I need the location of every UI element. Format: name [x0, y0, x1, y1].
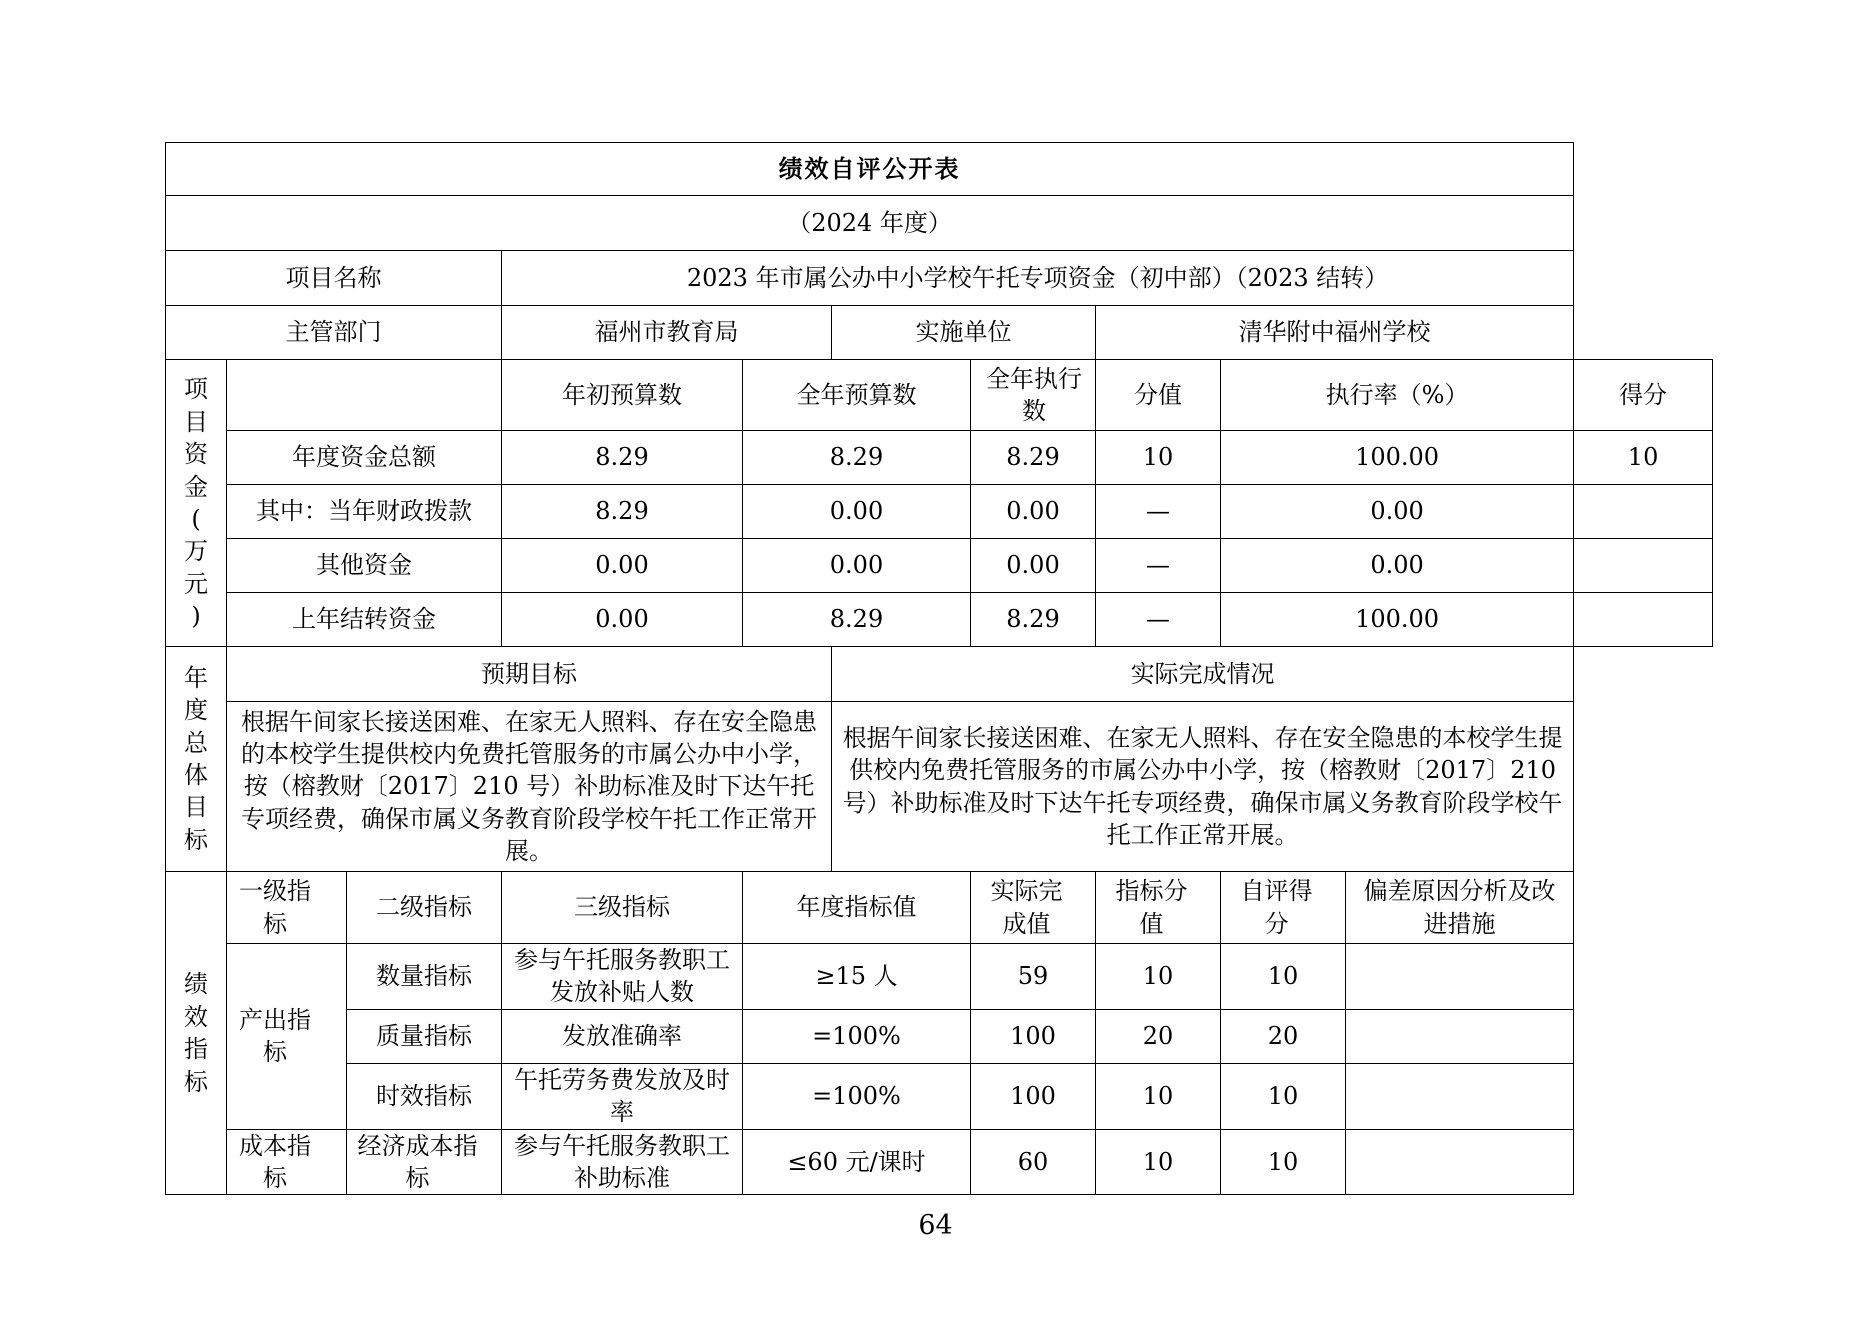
- goals-actual-label: 实际完成情况: [832, 647, 1574, 702]
- indicator-row: [166, 944, 1713, 1010]
- ind-score: 10: [1221, 944, 1346, 1010]
- ind-header-level1: 一级指标: [227, 872, 347, 944]
- funds-section-label: 项目资金(万元): [166, 360, 227, 647]
- funds-row: [166, 593, 1713, 647]
- funds-cell: 0.00: [743, 539, 971, 593]
- ind-header-level2: 二级指标: [347, 872, 502, 944]
- ind-target: =100%: [743, 1009, 971, 1063]
- ind-actual: 60: [971, 1129, 1096, 1195]
- funds-cell: —: [1096, 593, 1221, 647]
- page-title: 绩效自评公开表: [166, 143, 1574, 196]
- funds-cell: 8.29: [743, 593, 971, 647]
- funds-row-label: 其他资金: [227, 539, 502, 593]
- project-name-value: 2023 年市属公办中小学校午托专项资金（初中部）（2023 结转）: [502, 251, 1574, 306]
- funds-row-label: 上年结转资金: [227, 593, 502, 647]
- funds-cell: 0.00: [971, 539, 1096, 593]
- funds-header-weight: 分值: [1096, 360, 1221, 431]
- ind-weight: 20: [1096, 1009, 1221, 1063]
- ind-header-target: 年度指标值: [743, 872, 971, 944]
- ind-note: [1346, 1129, 1574, 1195]
- goals-section-label: 年度总体目标: [166, 647, 227, 872]
- funds-header-executed: 全年执行数: [971, 360, 1096, 431]
- funds-cell: 10: [1574, 431, 1713, 485]
- funds-header-initial-budget: 年初预算数: [502, 360, 743, 431]
- funds-cell: 8.29: [502, 485, 743, 539]
- funds-row: [166, 431, 1713, 485]
- project-name-label: 项目名称: [166, 251, 502, 306]
- funds-cell: 8.29: [971, 593, 1096, 647]
- ind-weight: 10: [1096, 1129, 1221, 1195]
- ind-level1-cost: 成本指标: [227, 1129, 347, 1195]
- funds-header-full-budget: 全年预算数: [743, 360, 971, 431]
- indicator-row: [166, 1009, 1713, 1063]
- ind-note: [1346, 1063, 1574, 1129]
- funds-row: [166, 539, 1713, 593]
- ind-weight: 10: [1096, 1063, 1221, 1129]
- ind-score: 20: [1221, 1009, 1346, 1063]
- ind-score: 10: [1221, 1063, 1346, 1129]
- funds-row-label: 年度资金总额: [227, 431, 502, 485]
- ind-level1-output: 产出指标: [227, 944, 347, 1130]
- funds-cell: 8.29: [743, 431, 971, 485]
- ind-note: [1346, 944, 1574, 1010]
- page-number: 64: [918, 1210, 953, 1241]
- funds-header-score: 得分: [1574, 360, 1713, 431]
- funds-cell: 8.29: [502, 431, 743, 485]
- ind-header-score: 自评得分: [1221, 872, 1346, 944]
- dept-label: 主管部门: [166, 306, 502, 360]
- funds-cell: 0.00: [743, 485, 971, 539]
- ind-level3: 参与午托服务教职工发放补贴人数: [502, 944, 743, 1010]
- goals-expected-text: 根据午间家长接送困难、在家无人照料、存在安全隐患的本校学生提供校内免费托管服务的市属公办中小学，按（榕教财〔2017〕210 号）补助标准及时下达午托专项经费，确保市属义务教育阶段学校午托工作正常开展。: [227, 702, 832, 872]
- performance-table: [165, 142, 1713, 1192]
- ind-level3: 发放准确率: [502, 1009, 743, 1063]
- funds-row-label: 其中：当年财政拨款: [227, 485, 502, 539]
- ind-target: ≤60 元/课时: [743, 1129, 971, 1195]
- ind-level2: 质量指标: [347, 1009, 502, 1063]
- funds-cell: —: [1096, 539, 1221, 593]
- ind-note: [1346, 1009, 1574, 1063]
- funds-cell: 0.00: [1221, 485, 1574, 539]
- funds-cell: 8.29: [971, 431, 1096, 485]
- indicators-section-label: 绩效指标: [166, 872, 227, 1195]
- ind-header-weight: 指标分值: [1096, 872, 1221, 944]
- funds-cell: 0.00: [502, 539, 743, 593]
- funds-row: [166, 485, 1713, 539]
- ind-score: 10: [1221, 1129, 1346, 1195]
- goals-actual-text: 根据午间家长接送困难、在家无人照料、存在安全隐患的本校学生提供校内免费托管服务的市属公办中小学，按（榕教财〔2017〕210 号）补助标准及时下达午托专项经费，确保市属义务教育阶段学校午托工作正常开展。: [832, 702, 1574, 872]
- report-year: （2024 年度）: [166, 196, 1574, 251]
- indicator-row: [166, 1129, 1713, 1195]
- funds-cell: [1574, 593, 1713, 647]
- funds-cell: 0.00: [971, 485, 1096, 539]
- ind-level3: 参与午托服务教职工补助标准: [502, 1129, 743, 1195]
- unit-label: 实施单位: [832, 306, 1096, 360]
- ind-actual: 100: [971, 1009, 1096, 1063]
- dept-value: 福州市教育局: [502, 306, 832, 360]
- unit-value: 清华附中福州学校: [1096, 306, 1574, 360]
- ind-actual: 100: [971, 1063, 1096, 1129]
- funds-cell: —: [1096, 485, 1221, 539]
- ind-level2: 经济成本指标: [347, 1129, 502, 1195]
- ind-header-actual: 实际完成值: [971, 872, 1096, 944]
- ind-level2: 时效指标: [347, 1063, 502, 1129]
- funds-cell: [1574, 485, 1713, 539]
- ind-actual: 59: [971, 944, 1096, 1010]
- indicator-row: [166, 1063, 1713, 1129]
- funds-header-rate: 执行率（%）: [1221, 360, 1574, 431]
- funds-cell: 10: [1096, 431, 1221, 485]
- ind-level3: 午托劳务费发放及时率: [502, 1063, 743, 1129]
- funds-cell: [1574, 539, 1713, 593]
- ind-weight: 10: [1096, 944, 1221, 1010]
- ind-target: =100%: [743, 1063, 971, 1129]
- funds-header-blank: [227, 360, 502, 431]
- ind-header-level3: 三级指标: [502, 872, 743, 944]
- funds-cell: 100.00: [1221, 431, 1574, 485]
- funds-cell: 100.00: [1221, 593, 1574, 647]
- ind-header-note: 偏差原因分析及改进措施: [1346, 872, 1574, 944]
- goals-expected-label: 预期目标: [227, 647, 832, 702]
- funds-cell: 0.00: [502, 593, 743, 647]
- ind-target: ≥15 人: [743, 944, 971, 1010]
- ind-level2: 数量指标: [347, 944, 502, 1010]
- funds-cell: 0.00: [1221, 539, 1574, 593]
